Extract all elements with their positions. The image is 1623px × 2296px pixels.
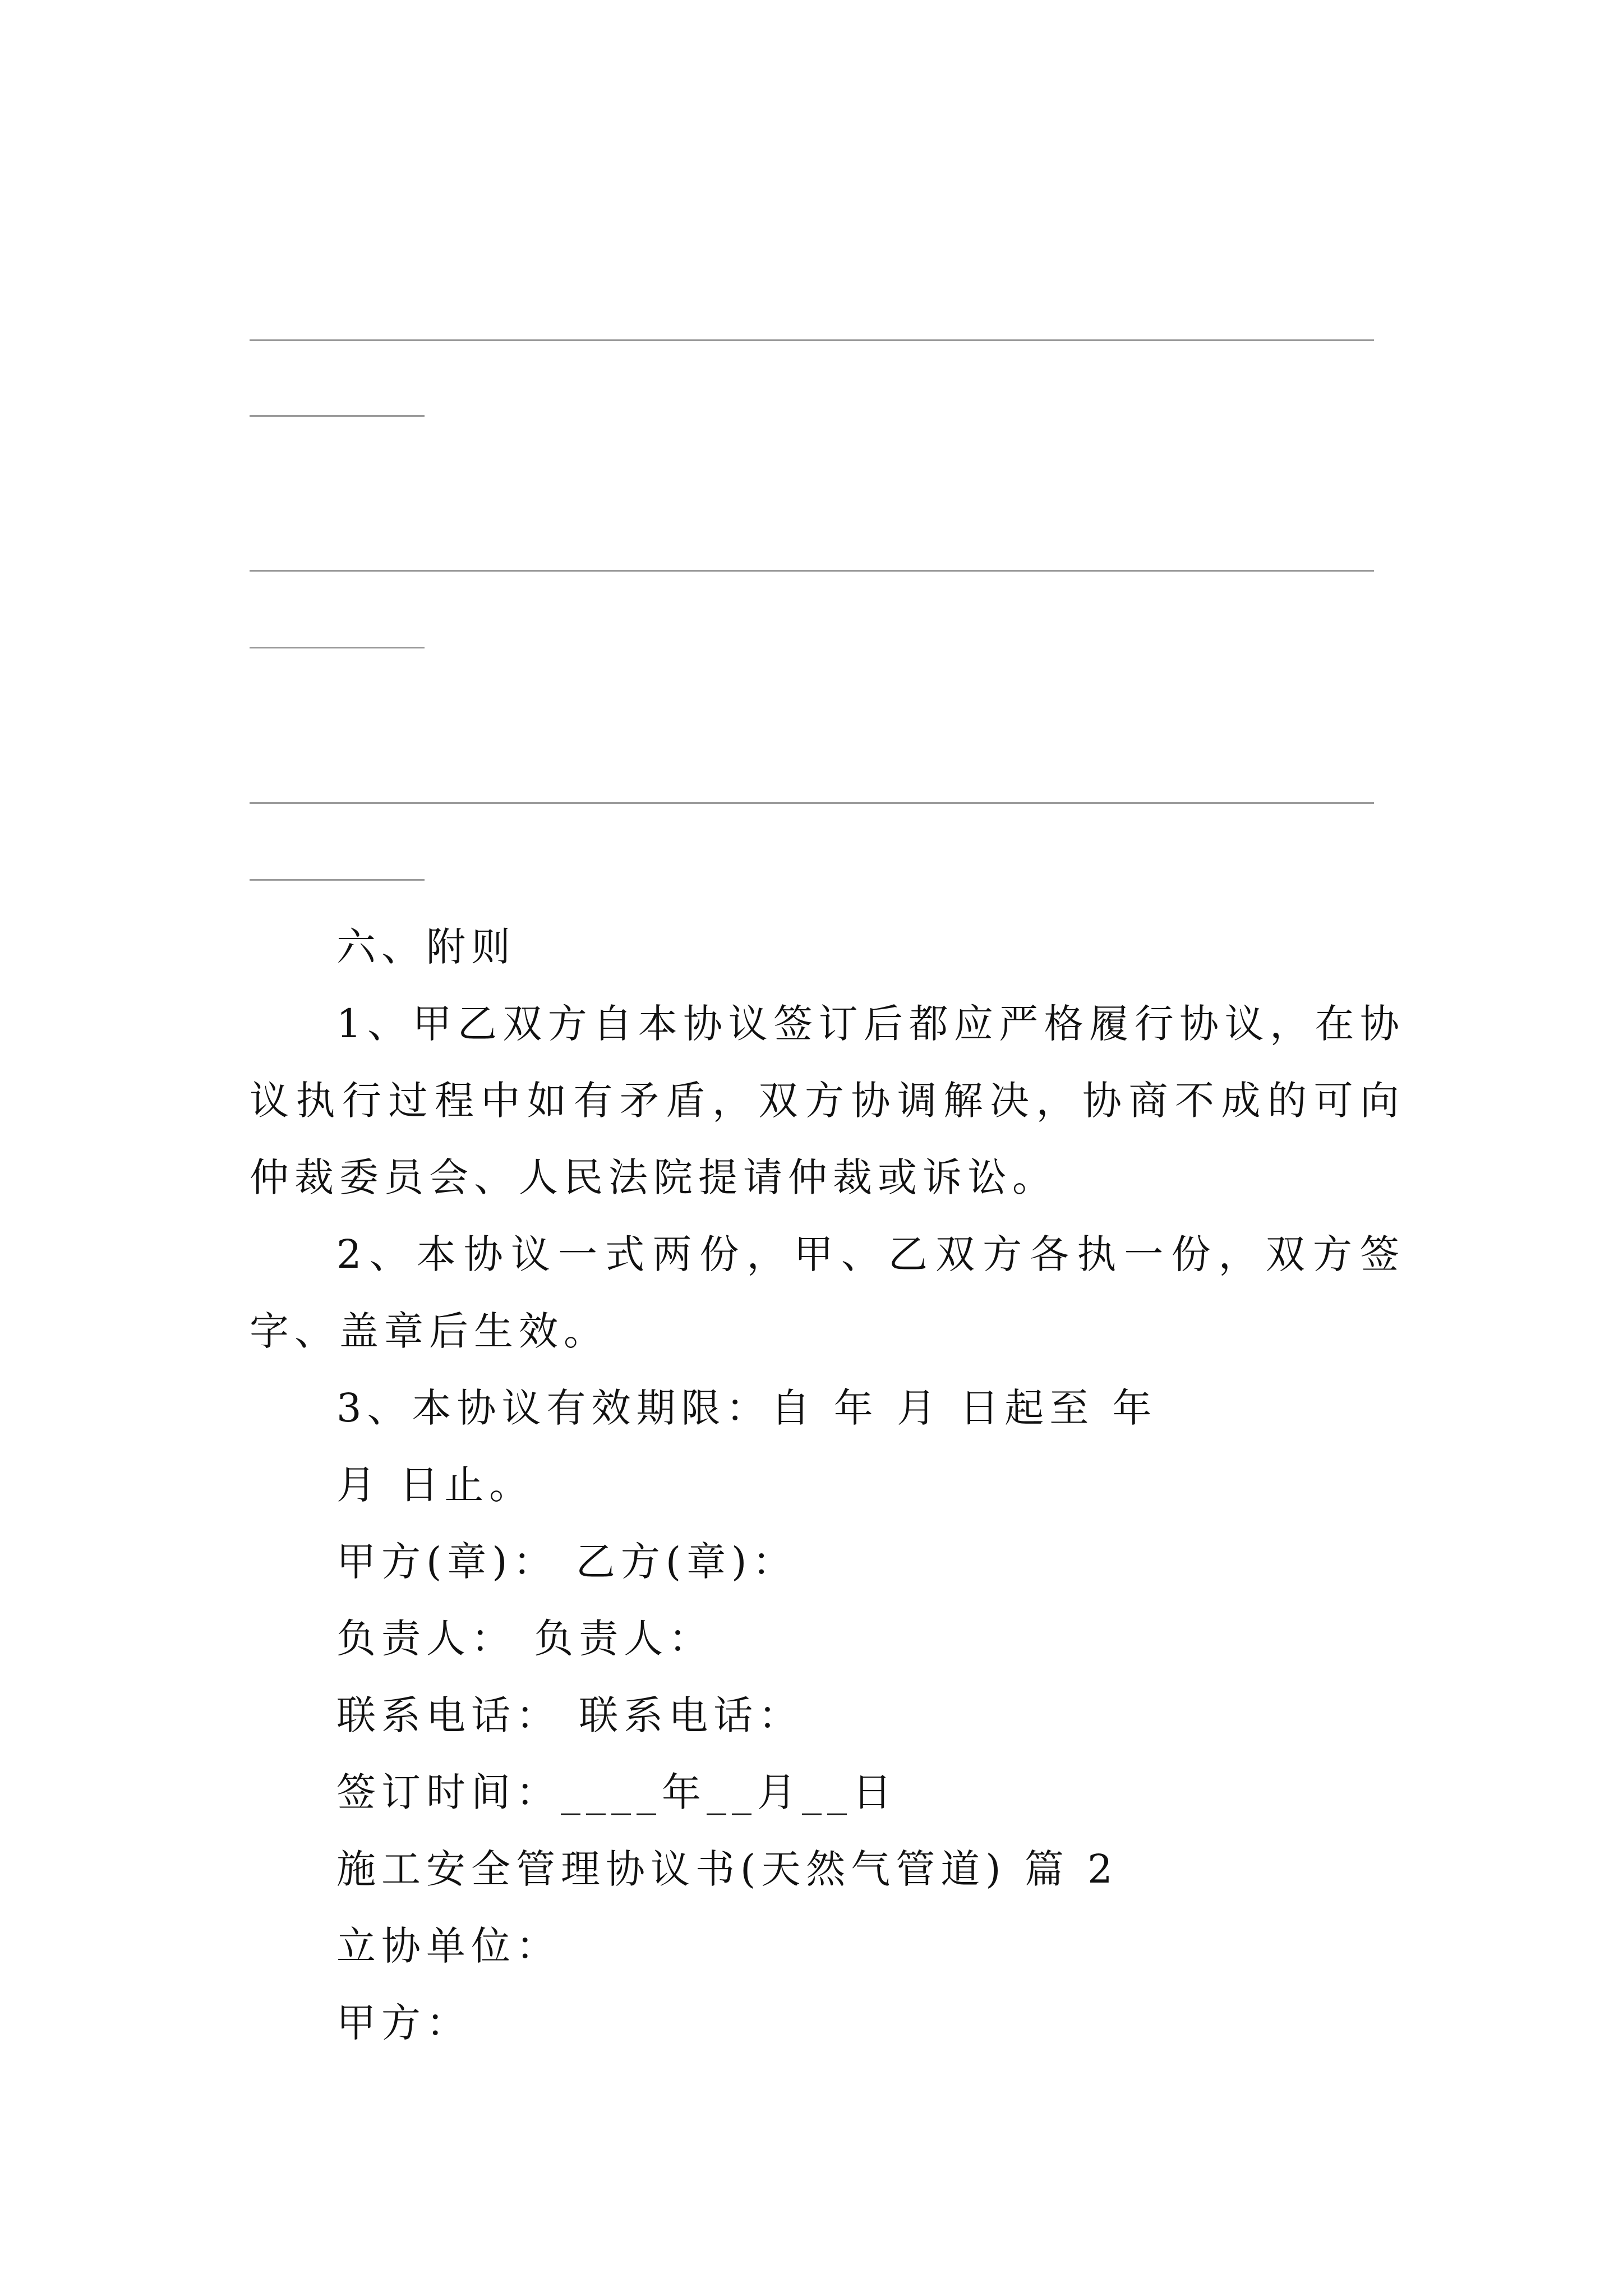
next-agreement-title: 施工安全管理协议书(天然气管道) 篇 2 <box>336 1846 1118 1892</box>
document-body <box>250 909 1405 2062</box>
seal-line: 甲方(章)： 乙方(章)： <box>336 1539 797 1585</box>
clause-2: 2、本协议一式两份，甲、乙双方各执一份，双方签字、盖章后生效。 <box>250 1231 1405 1354</box>
blank-fill-line <box>250 802 1374 804</box>
clause-3: 3、本协议有效期限：自 年 月 日起至 年 <box>336 1385 1158 1431</box>
blank-fill-line-end <box>250 647 425 648</box>
clause-1: 1、甲乙双方自本协议签订后都应严格履行协议，在协议执行过程中如有矛盾，双方协调解决，协商不成的可向仲裁委员会、人民法院提请仲裁或诉讼。 <box>250 1001 1405 1200</box>
clause-3-continued: 月 日止。 <box>336 1462 534 1508</box>
phone-line: 联系电话： 联系电话： <box>336 1692 804 1738</box>
blank-fill-line-end <box>250 879 425 881</box>
blank-fill-line-end <box>250 415 425 417</box>
parties-label: 立协单位： <box>336 1923 561 1969</box>
section-heading: 六、附则 <box>336 924 516 970</box>
signing-date-line: 签订时间：____年__月__日 <box>336 1769 897 1815</box>
blank-fill-line <box>250 570 1374 572</box>
person-in-charge-line: 负责人： 负责人： <box>336 1616 714 1662</box>
party-a-label: 甲方： <box>336 2000 471 2046</box>
blank-fill-line <box>250 339 1374 341</box>
